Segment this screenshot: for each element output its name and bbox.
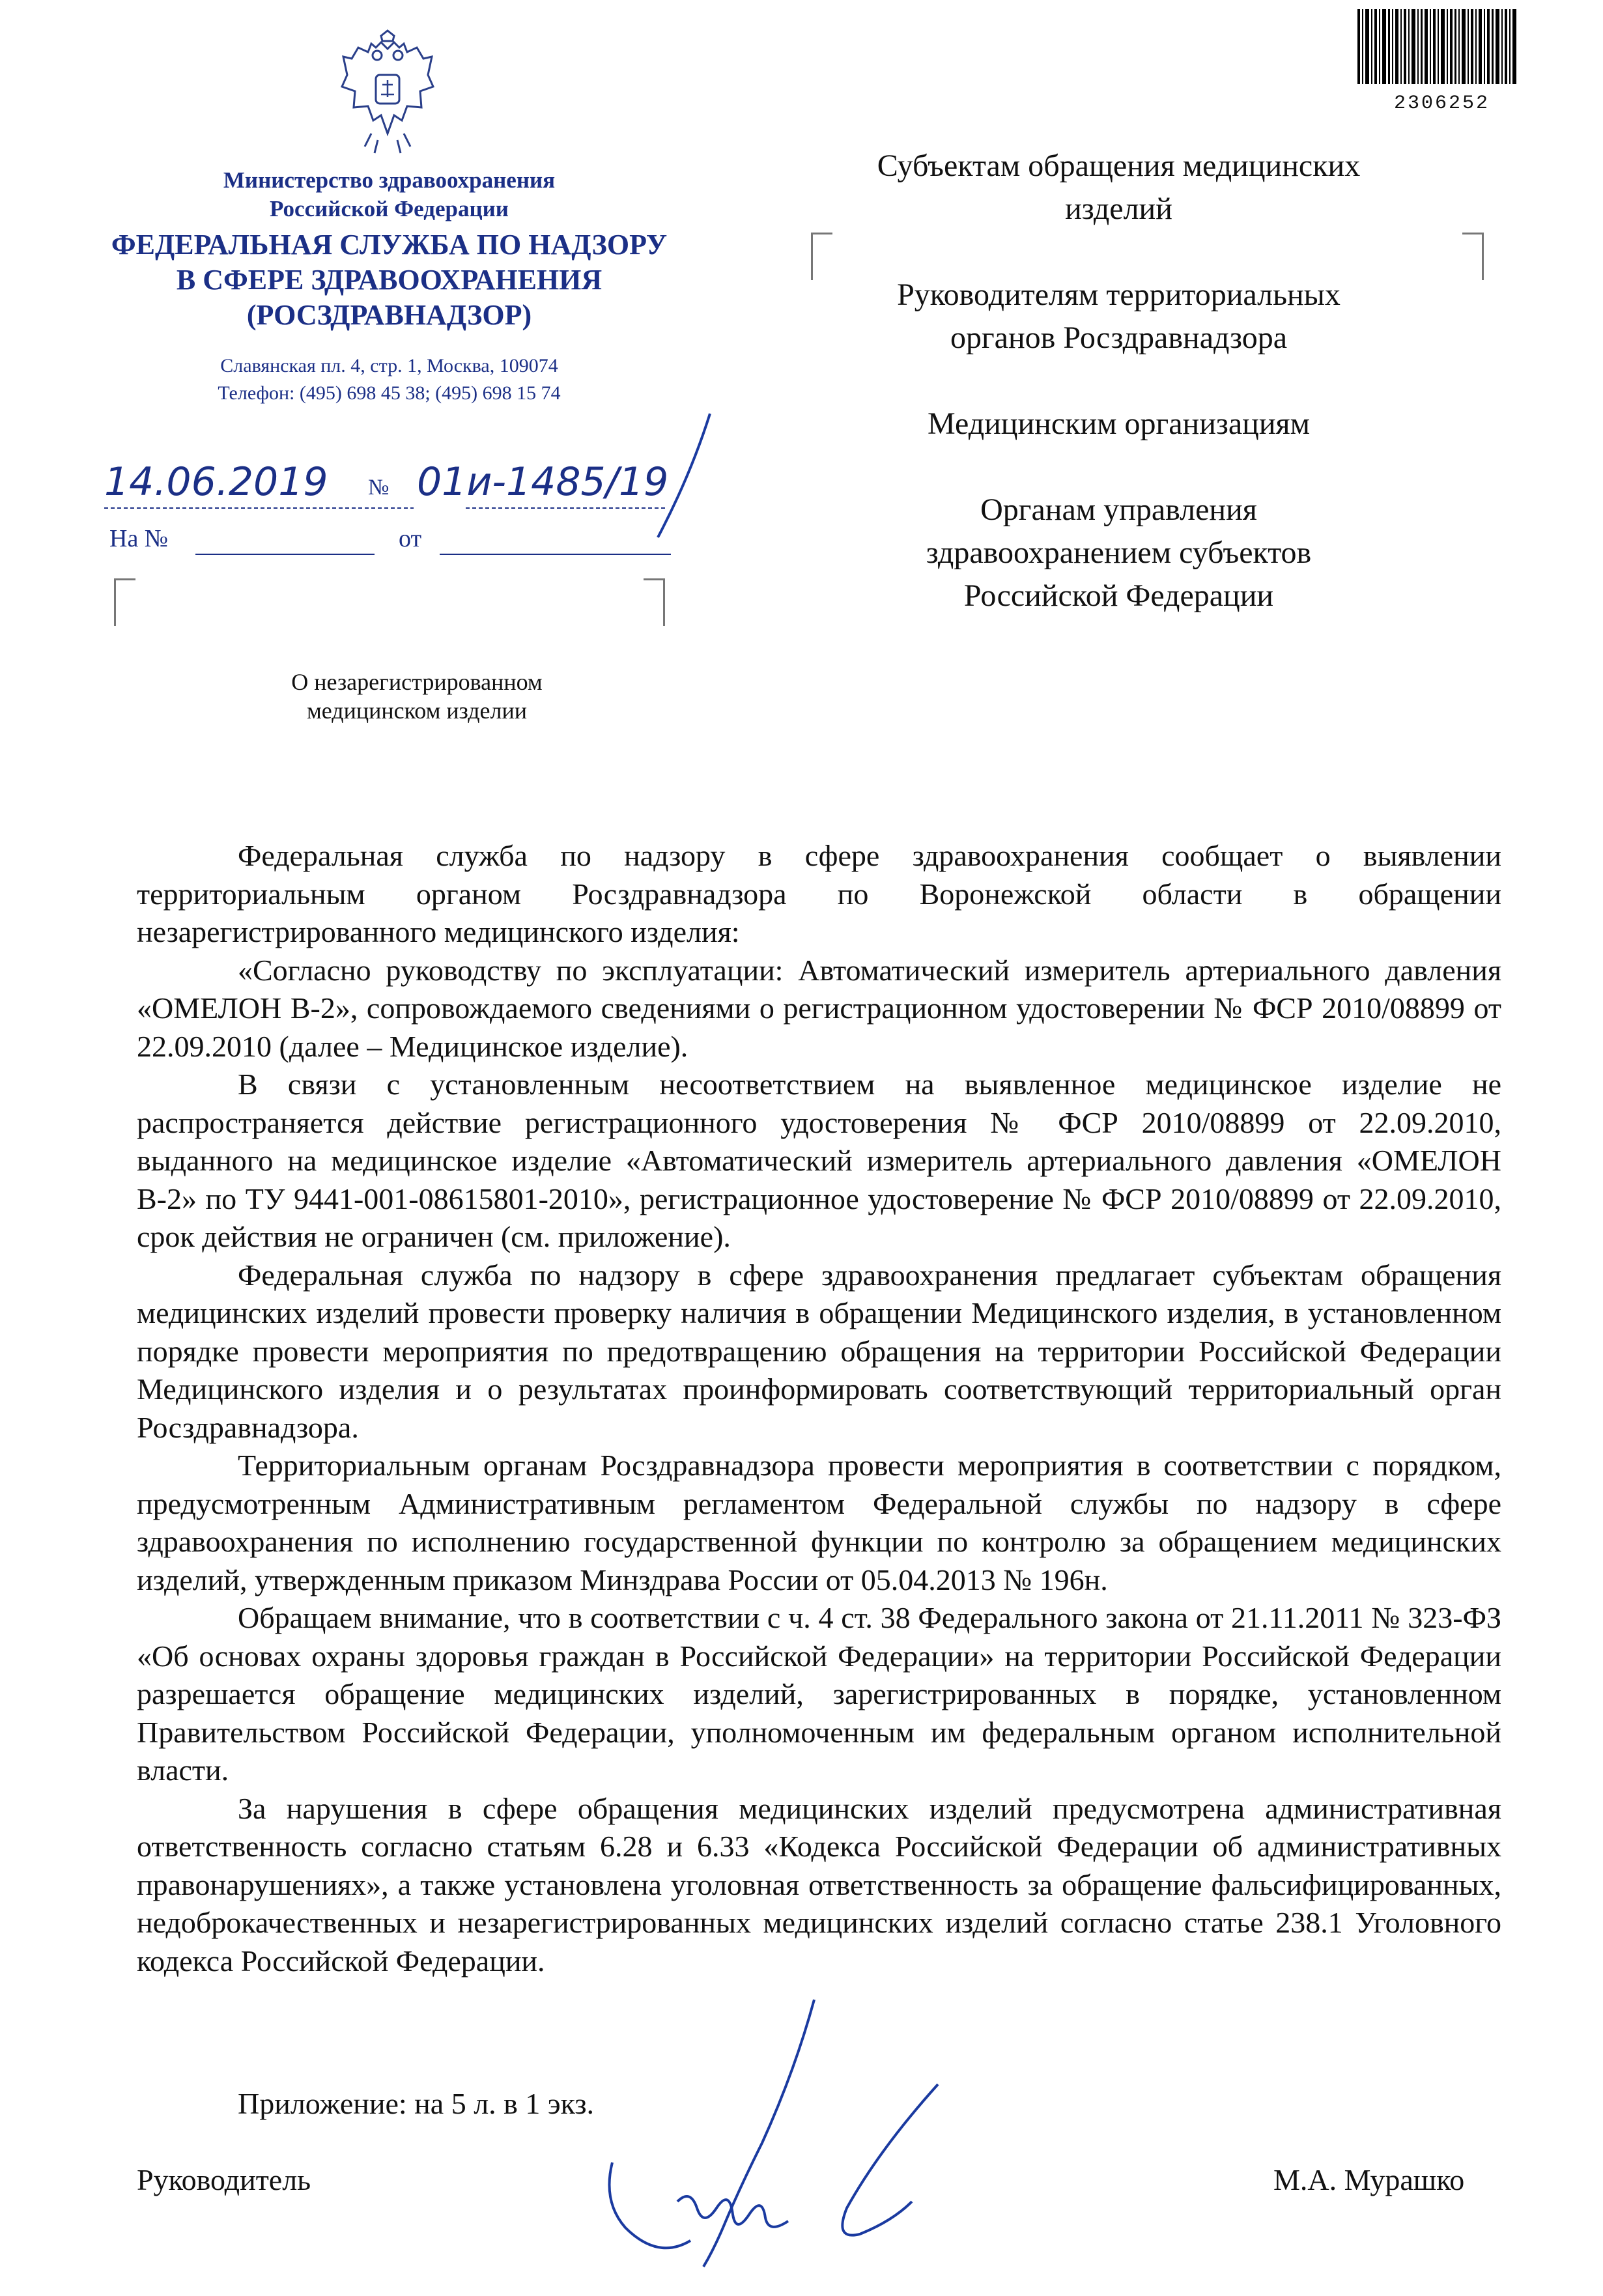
body-paragraph: Обращаем внимание, что в соответствии с ч. 4 ст. 38 Федерального закона от 21.11.2011 № 323-ФЗ «Об основах охраны здоровья граждан в Российской Федерации» на территории Российской Федерации разрешается обращение медицинских изделий, зарегистрированных в порядке, установленном Правительством Российской Федерации, уполномоченным им федеральным органом исполнительной власти. xyxy=(137,1601,1501,1787)
appendix-note: Приложение: на 5 л. в 1 экз. xyxy=(238,2087,595,2120)
recipient-item: Руководителям территориальных органов Росздравнадзора xyxy=(897,277,1341,355)
letter-subject xyxy=(234,668,599,725)
ref-number-label: На № xyxy=(109,525,169,552)
signatory-name: М.А. Мурашко xyxy=(1273,2163,1465,2196)
letter-body xyxy=(137,837,1501,1980)
service-address: Славянская пл. 4, стр. 1, Москва, 109074 xyxy=(220,355,558,376)
body-paragraph: «Согласно руководству по эксплуатации: Автоматический измеритель артериального давления «ОМЕЛОН В-2», сопровождаемого сведениями о регистрационном удостоверении № ФСР 2010/08899 от 22.09.2010 (далее – Медицинское изделие). xyxy=(137,953,1501,1063)
body-paragraph: За нарушения в сфере обращения медицинских изделий предусмотрена административная ответственность согласно статьям 6.28 и 6.33 «Кодекса Российской Федерации об административных правонарушениях», а также установлена уголовная ответственность за обращение фальсифицированных, недоброкачественных и незарегистрированных медицинских изделий согласно статье 238.1 Уголовного кодекса Российской Федерации. xyxy=(137,1791,1501,1977)
recipients-block xyxy=(876,145,1361,660)
service-name-line1: ФЕДЕРАЛЬНАЯ СЛУЖБА ПО НАДЗОРУ xyxy=(111,229,668,261)
body-paragraph: Территориальным органам Росздравнадзора провести мероприятия в соответствии с порядком, предусмотренным Административным регламентом Федеральной службы по надзору в сфере здравоохранения по исполнению государственной функции по контролю за обращением медицинских изделий, утвержденным приказом Минздрава России от 05.04.2013 № 196н. xyxy=(137,1449,1501,1596)
subject-line2: медицинском изделии xyxy=(306,698,528,724)
body-paragraph: Федеральная служба по надзору в сфере здравоохранения сообщает о выявлении территориальным органом Росздравнадзора по Воронежской области в обращении незарегистрированного медицинского изделия: xyxy=(137,839,1501,948)
subject-bracket-right xyxy=(644,578,665,626)
barcode xyxy=(1356,8,1519,86)
ministry-name: Министерство здравоохранения xyxy=(223,167,556,193)
subject-bracket-left xyxy=(114,578,135,626)
body-paragraph: Федеральная служба по надзору в сфере здравоохранения предлагает субъектам обращения медицинских изделий провести проверку наличия в обращении Медицинского изделия, в установленном порядке провести мероприятия по предотвращению обращения на территории Российской Федерации Медицинского изделия и о результатах проинформировать соответствующий территориальный орган Росздравнадзора. xyxy=(137,1258,1501,1444)
ministry-country: Российской Федерации xyxy=(270,196,509,221)
service-name-line3: (РОСЗДРАВНАДЗОР) xyxy=(246,299,532,331)
barcode-number: 2306252 xyxy=(1394,92,1490,115)
recipient-item: Медицинским организациям xyxy=(927,406,1311,441)
ref-from-label: от xyxy=(399,525,422,552)
recipients-bracket-right xyxy=(1462,233,1484,280)
recipient-item: Органам управления здравоохранением субъектов Российской Федерации xyxy=(926,492,1312,613)
ref-from-line xyxy=(440,554,671,555)
handwritten-signature xyxy=(599,1993,1003,2280)
recipient-item: Субъектам обращения медицинских изделий xyxy=(877,149,1361,226)
letterhead xyxy=(104,166,674,407)
service-phone: Телефон: (495) 698 45 38; (495) 698 15 74 xyxy=(218,382,561,404)
body-paragraph: В связи с установленным несоответствием на выявленное медицинское изделие не распространяется действие регистрационного удостоверения № ФСР 2010/08899 от 22.09.2010, выданного на медицинское изделие «Автоматический измеритель артериального давления «ОМЕЛОН В-2» по ТУ 9441-001-08615801-2010», регистрационное удостоверение № ФСР 2010/08899 от 22.09.2010, срок действия не ограничен (см. приложение). xyxy=(137,1068,1501,1253)
registration-number: 01и-1485/19 xyxy=(417,459,669,505)
registration-date: 14.06.2019 xyxy=(104,459,328,505)
registration-number-sign: № xyxy=(368,475,390,500)
registration-slash xyxy=(645,410,723,541)
ref-number-line xyxy=(195,554,375,555)
signatory-position: Руководитель xyxy=(137,2163,311,2196)
recipients-bracket-left xyxy=(811,233,832,280)
subject-line1: О незарегистрированном xyxy=(291,669,543,695)
coat-of-arms-emblem xyxy=(335,29,440,156)
service-name-line2: В СФЕРЕ ЗДРАВООХРАНЕНИЯ xyxy=(176,264,603,296)
